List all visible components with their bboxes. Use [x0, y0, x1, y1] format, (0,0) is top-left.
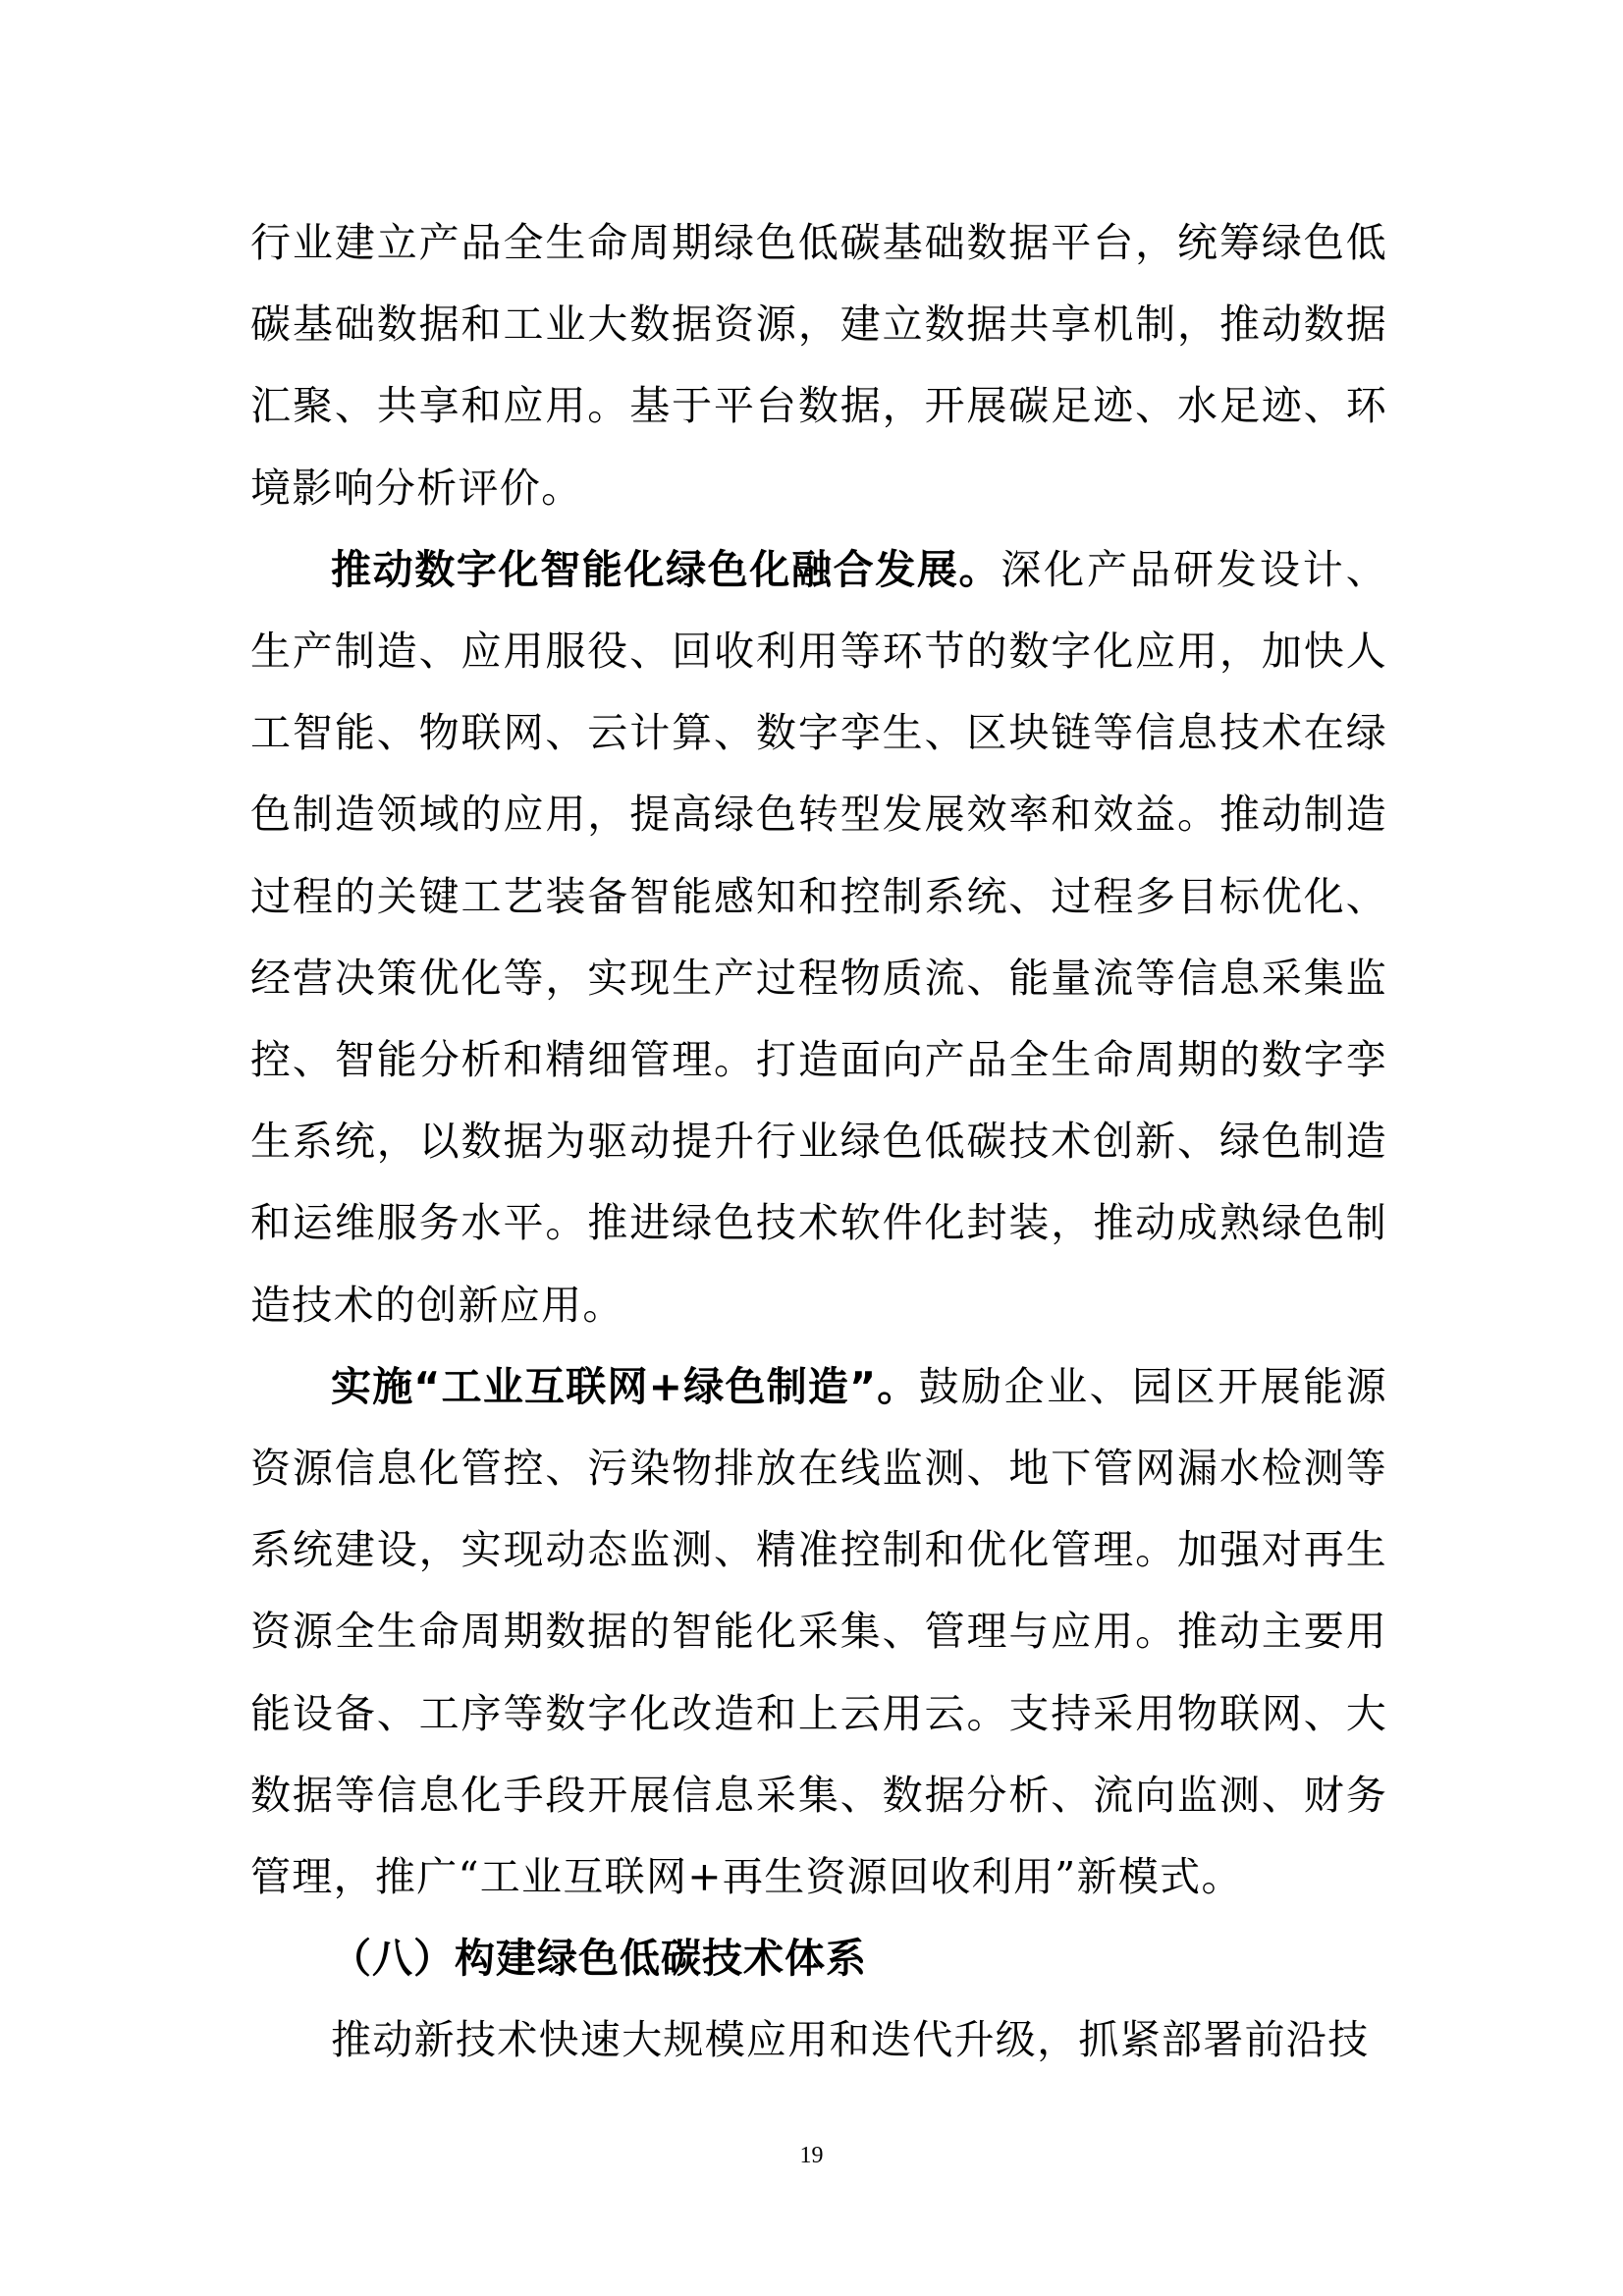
paragraph-digital-intelligent [250, 529, 1387, 1346]
paragraph-lead: 实施“工业互联网+绿色制造”。 [331, 1362, 919, 1410]
paragraph-text: 推动新技术快速大规模应用和迭代升级，抓紧部署前沿技 [331, 2016, 1370, 2064]
paragraph-tech-system [250, 1999, 1387, 2081]
body-text [250, 202, 1387, 2082]
paragraph-continued [250, 202, 1387, 529]
page-number: 19 [799, 2143, 824, 2168]
paragraph-text: 鼓励企业、园区开展能源资源信息化管控、污染物排放在线监测、地下管网漏水检测等系统建设，实现动态监测、精准控制和优化管理。加强对再生资源全生命周期数据的智能化采集、管理与应用。推动主要用能设备、工序等数字化改造和上云用云。支持采用物联网、大数据等信息化手段开展信息采集、数据分析、流向监测、财务管理，推广“工业互联网+再生资源回收利用”新模式。 [250, 1362, 1387, 1901]
paragraph-industrial-internet [250, 1346, 1387, 1918]
paragraph-text: 深化产品研发设计、生产制造、应用服役、回收利用等环节的数字化应用，加快人工智能、物联网、云计算、数字孪生、区块链等信息技术在绿色制造领域的应用，提高绿色转型发展效率和效益。推动制造过程的关键工艺装备智能感知和控制系统、过程多目标优化、经营决策优化等，实现生产过程物质流、能量流等信息采集监控、智能分析和精细管理。打造面向产品全生命周期的数字孪生系统，以数据为驱动提升行业绿色低碳技术创新、绿色制造和运维服务水平。推进绿色技术软件化封装，推动成熟绿色制造技术的创新应用。 [250, 545, 1388, 1329]
paragraph-text: 行业建立产品全生命周期绿色低碳基础数据平台，统筹绿色低碳基础数据和工业大数据资源，建立数据共享机制，推动数据汇聚、共享和应用。基于平台数据，开展碳足迹、水足迹、环境影响分析评价。 [250, 219, 1387, 512]
section-heading: （八）构建绿色低碳技术体系 [331, 1935, 867, 1983]
paragraph-lead: 推动数字化智能化绿色化融合发展。 [331, 545, 1001, 593]
